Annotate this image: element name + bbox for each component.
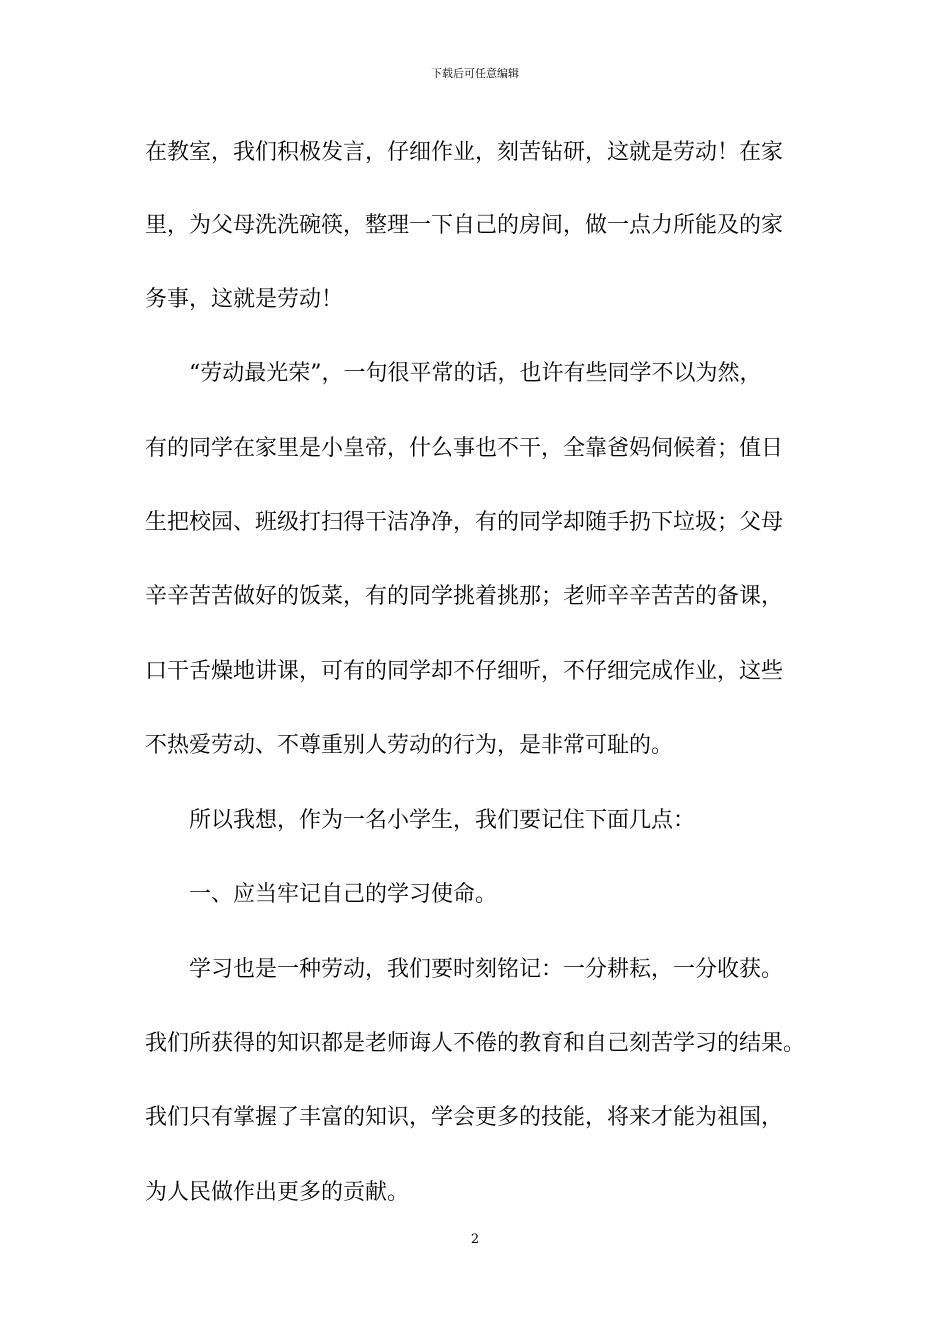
text-line: 在教室，我们积极发言，仔细作业，刻苦钻研，这就是劳动！在家 [145,140,784,165]
text-line: 所以我想，作为一名小学生，我们要记住下面几点： [189,808,696,833]
text-line: 学习也是一种劳动，我们要时刻铭记：一分耕耘，一分收获。 [189,957,784,982]
text-line: 一、应当牢记自己的学习使命。 [189,882,498,907]
text-line: 我们只有掌握了丰富的知识，学会更多的技能，将来才能为祖国， [145,1105,784,1130]
text-line: 里，为父母洗洗碗筷，整理一下自己的房间，做一点力所能及的家 [145,213,784,238]
text-line: 务事，这就是劳动！ [145,287,344,312]
text-line: 我们所获得的知识都是老师诲人不倦的教育和自己刻苦学习的结果。 [145,1031,806,1056]
text-line: 不热爱劳动、不尊重别人劳动的行为，是非常可耻的。 [145,733,674,758]
page-number: 2 [470,1232,480,1247]
text-line: 有的同学在家里是小皇帝，什么事也不干，全靠爸妈伺候着；值日 [145,436,784,461]
text-line: 口干舌燥地讲课，可有的同学却不仔细听，不仔细完成作业，这些 [145,659,784,684]
text-line: 为人民做作出更多的贡献。 [145,1180,410,1205]
text-line: “劳动最光荣”，一句很平常的话，也许有些同学不以为然， [189,361,762,386]
text-line: 辛辛苦苦做好的饭菜，有的同学挑着挑那；老师辛辛苦苦的备课， [145,584,784,609]
page-header: 下载后可任意编辑 [431,67,519,80]
text-line: 生把校园、班级打扫得干洁净净，有的同学却随手扔下垃圾；父母 [145,510,784,535]
